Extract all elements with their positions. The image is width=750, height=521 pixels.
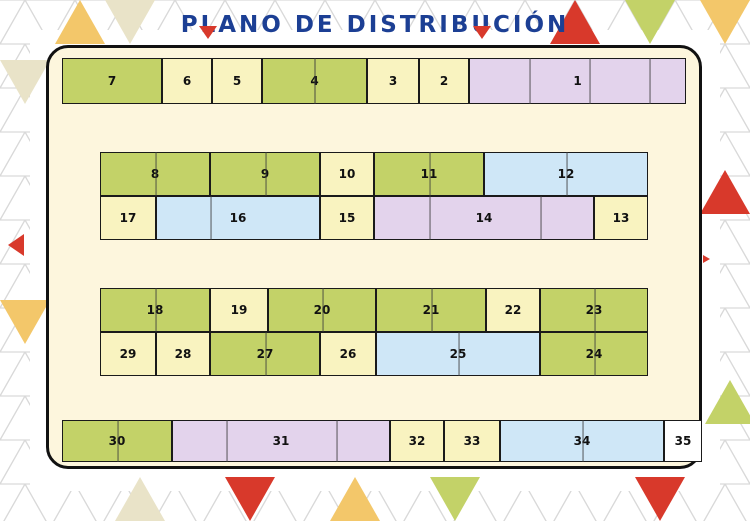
stand-label: 7 [107,74,117,88]
stand-label: 15 [338,211,356,225]
stand-22[interactable] [486,288,540,332]
stand-14-divider-a [429,196,431,240]
stand-label: 13 [612,211,630,225]
stand-label: 35 [674,434,692,448]
stand-16[interactable] [156,196,320,240]
entrance-arrow-top-right [473,26,491,39]
stand-25-divider [458,332,460,376]
page-title: PLANO DE DISTRIBUCIÓN [180,12,570,38]
stand-label: 5 [232,74,242,88]
stand-5[interactable] [212,58,262,104]
stand-label: 2 [439,74,449,88]
stand-31-divider-a [226,420,228,462]
stand-17[interactable] [100,196,156,240]
stand-14-divider-b [540,196,542,240]
stand-29[interactable] [100,332,156,376]
stand-label: 11 [420,167,438,181]
stand-3[interactable] [367,58,419,104]
stand-10[interactable] [320,152,374,196]
stand-1-divider-a [529,58,531,104]
stand-1-divider-b [589,58,591,104]
stand-label: 28 [174,347,192,361]
stand-label: 16 [229,211,247,225]
stand-31-divider-b [336,420,338,462]
stand-27-divider [265,332,267,376]
stand-15[interactable] [320,196,374,240]
stand-1-divider-c [649,58,651,104]
stand-19[interactable] [210,288,268,332]
entrance-arrow-left [8,234,24,256]
stand-label: 29 [119,347,137,361]
stand-label: 17 [119,211,137,225]
stand-13[interactable] [594,196,648,240]
stand-6[interactable] [162,58,212,104]
stand-label: 21 [422,303,440,317]
stand-11-divider [429,152,431,196]
stand-33[interactable] [444,420,500,462]
stand-label: 19 [230,303,248,317]
stand-label: 6 [182,74,192,88]
stand-21-divider [431,288,433,332]
stand-16-divider-a [210,196,212,240]
stand-7[interactable] [62,58,162,104]
stand-24-divider [594,332,596,376]
stand-9-divider [265,152,267,196]
stand-23-divider [594,288,596,332]
stand-label: 18 [146,303,164,317]
stand-32[interactable] [390,420,444,462]
stand-label: 20 [313,303,331,317]
hall-floor [52,51,696,463]
stand-1[interactable] [469,58,686,104]
stand-4-divider [314,58,316,104]
stand-label: 30 [108,434,126,448]
stand-label: 31 [272,434,290,448]
stand-label: 23 [585,303,603,317]
stand-12-divider [566,152,568,196]
stand-26[interactable] [320,332,376,376]
stand-label: 1 [573,74,582,88]
stand-label: 9 [260,167,270,181]
stand-label: 32 [408,434,426,448]
stand-label: 14 [475,211,493,225]
stand-label: 10 [338,167,356,181]
stand-31[interactable] [172,420,390,462]
stand-label: 8 [150,167,160,181]
stand-34-divider [582,420,584,462]
stand-label: 3 [388,74,398,88]
stand-label: 34 [573,434,591,448]
stand-label: 22 [504,303,522,317]
stand-label: 4 [310,74,319,88]
stand-14[interactable] [374,196,594,240]
stand-30-divider [117,420,119,462]
stand-8-divider [155,152,157,196]
entrance-arrow-right [703,255,710,263]
stand-label: 26 [339,347,357,361]
stand-20-divider [322,288,324,332]
stand-label: 27 [256,347,274,361]
stand-18-divider [155,288,157,332]
entrance-arrow-top-left [199,26,217,39]
stand-28[interactable] [156,332,210,376]
stand-2[interactable] [419,58,469,104]
stand-label: 25 [449,347,467,361]
stand-label: 24 [585,347,603,361]
stand-label: 12 [557,167,575,181]
stand-35[interactable] [664,420,702,462]
stand-label: 33 [463,434,481,448]
